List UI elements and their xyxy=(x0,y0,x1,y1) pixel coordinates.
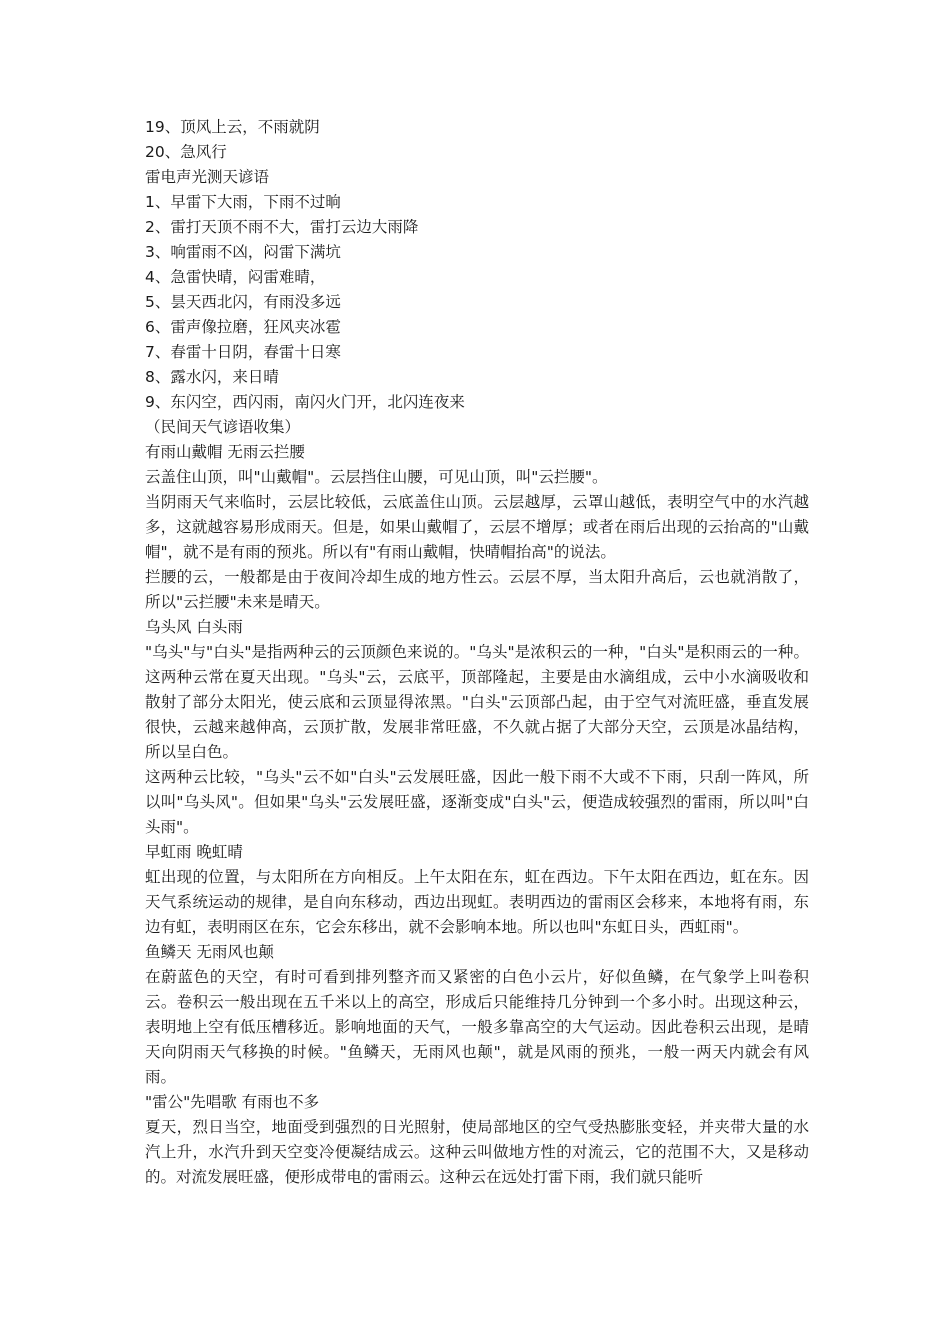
proverb-line: 8、露水闪，来日晴 xyxy=(145,368,279,386)
body-paragraph: 云盖住山顶，叫"山戴帽"。云层挡住山腰，可见山顶，叫"云拦腰"。 xyxy=(145,468,608,486)
document-page xyxy=(145,115,809,1190)
section-heading: 鱼鳞天 无雨风也颠 xyxy=(145,943,274,961)
body-paragraph: "乌头"与"白头"是指两种云的云顶颜色来说的。"乌头"是浓积云的一种，"白头"是积雨云的一种。这两种云常在夏天出现。"乌头"云，云底平，顶部隆起，主要是由水滴组成，云中小水滴吸收和散射了部分太阳光，使云底和云顶显得浓黑。"白头"云顶部凸起，由于空气对流旺盛，垂直发展很快，云越来越伸高，云顶扩散，发展非常旺盛，不久就占据了大部分天空，云顶是冰晶结构，所以呈白色。 xyxy=(145,643,809,761)
body-paragraph: 夏天，烈日当空，地面受到强烈的日光照射，使局部地区的空气受热膨胀变轻，并夹带大量的水汽上升，水汽升到天空变冷便凝结成云。这种云叫做地方性的对流云，它的范围不大，又是移动的。对流发展旺盛，便形成带电的雷雨云。这种云在远处打雷下雨，我们就只能听 xyxy=(145,1118,809,1186)
proverb-line: 19、顶风上云，不雨就阴 xyxy=(145,118,320,136)
proverb-line: 2、雷打天顶不雨不大，雷打云边大雨降 xyxy=(145,218,419,236)
body-paragraph: 当阴雨天气来临时，云层比较低，云底盖住山顶。云层越厚，云罩山越低，表明空气中的水汽越多，这就越容易形成雨天。但是，如果山戴帽了，云层不增厚；或者在雨后出现的云抬高的"山戴帽"，就不是有雨的预兆。所以有"有雨山戴帽，快晴帽抬高"的说法。 xyxy=(145,493,809,561)
section-heading: 乌头风 白头雨 xyxy=(145,618,243,636)
body-paragraph: 拦腰的云，一般都是由于夜间冷却生成的地方性云。云层不厚，当太阳升高后，云也就消散了，所以"云拦腰"未来是晴天。 xyxy=(145,568,809,611)
proverb-line: 5、昙天西北闪，有雨没多远 xyxy=(145,293,341,311)
proverb-line: 6、雷声像拉磨，狂风夹冰雹 xyxy=(145,318,341,336)
section-heading: 早虹雨 晚虹晴 xyxy=(145,843,243,861)
proverb-line: 1、早雷下大雨，下雨不过晌 xyxy=(145,193,341,211)
body-paragraph: 在蔚蓝色的天空，有时可看到排列整齐而又紧密的白色小云片，好似鱼鳞，在气象学上叫卷积云。卷积云一般出现在五千米以上的高空，形成后只能维持几分钟到一个多小时。出现这种云，表明地上空有低压槽移近。影响地面的天气，一般多靠高空的大气运动。因此卷积云出现，是晴天向阴雨天气移换的时候。"鱼鳞天，无雨风也颠"，就是风雨的预兆，一般一两天内就会有风雨。 xyxy=(145,968,809,1086)
proverb-line: 20、急风行 xyxy=(145,143,227,161)
source-note: （民间天气谚语收集） xyxy=(145,418,301,436)
proverb-line: 3、响雷雨不凶，闷雷下满坑 xyxy=(145,243,341,261)
body-paragraph: 虹出现的位置，与太阳所在方向相反。上午太阳在东，虹在西边。下午太阳在西边，虹在东。因天气系统运动的规律，是自向东移动，西边出现虹。表明西边的雷雨区会移来，本地将有雨，东边有虹，表明雨区在东，它会东移出，就不会影响本地。所以也叫"东虹日头，西虹雨"。 xyxy=(145,868,809,936)
proverb-line: 4、急雷快晴，闷雷难晴， xyxy=(145,268,326,286)
section-heading: "雷公"先唱歌 有雨也不多 xyxy=(145,1093,320,1111)
section-heading: 有雨山戴帽 无雨云拦腰 xyxy=(145,443,305,461)
proverb-line: 9、东闪空，西闪雨，南闪火门开，北闪连夜来 xyxy=(145,393,465,411)
body-paragraph: 这两种云比较，"乌头"云不如"白头"云发展旺盛，因此一般下雨不大或不下雨，只刮一阵风，所以叫"乌头风"。但如果"乌头"云发展旺盛，逐渐变成"白头"云，便造成较强烈的雷雨，所以叫"白头雨"。 xyxy=(145,768,809,836)
proverb-line: 7、春雷十日阴，春雷十日寒 xyxy=(145,343,341,361)
section-heading: 雷电声光测天谚语 xyxy=(145,168,270,186)
